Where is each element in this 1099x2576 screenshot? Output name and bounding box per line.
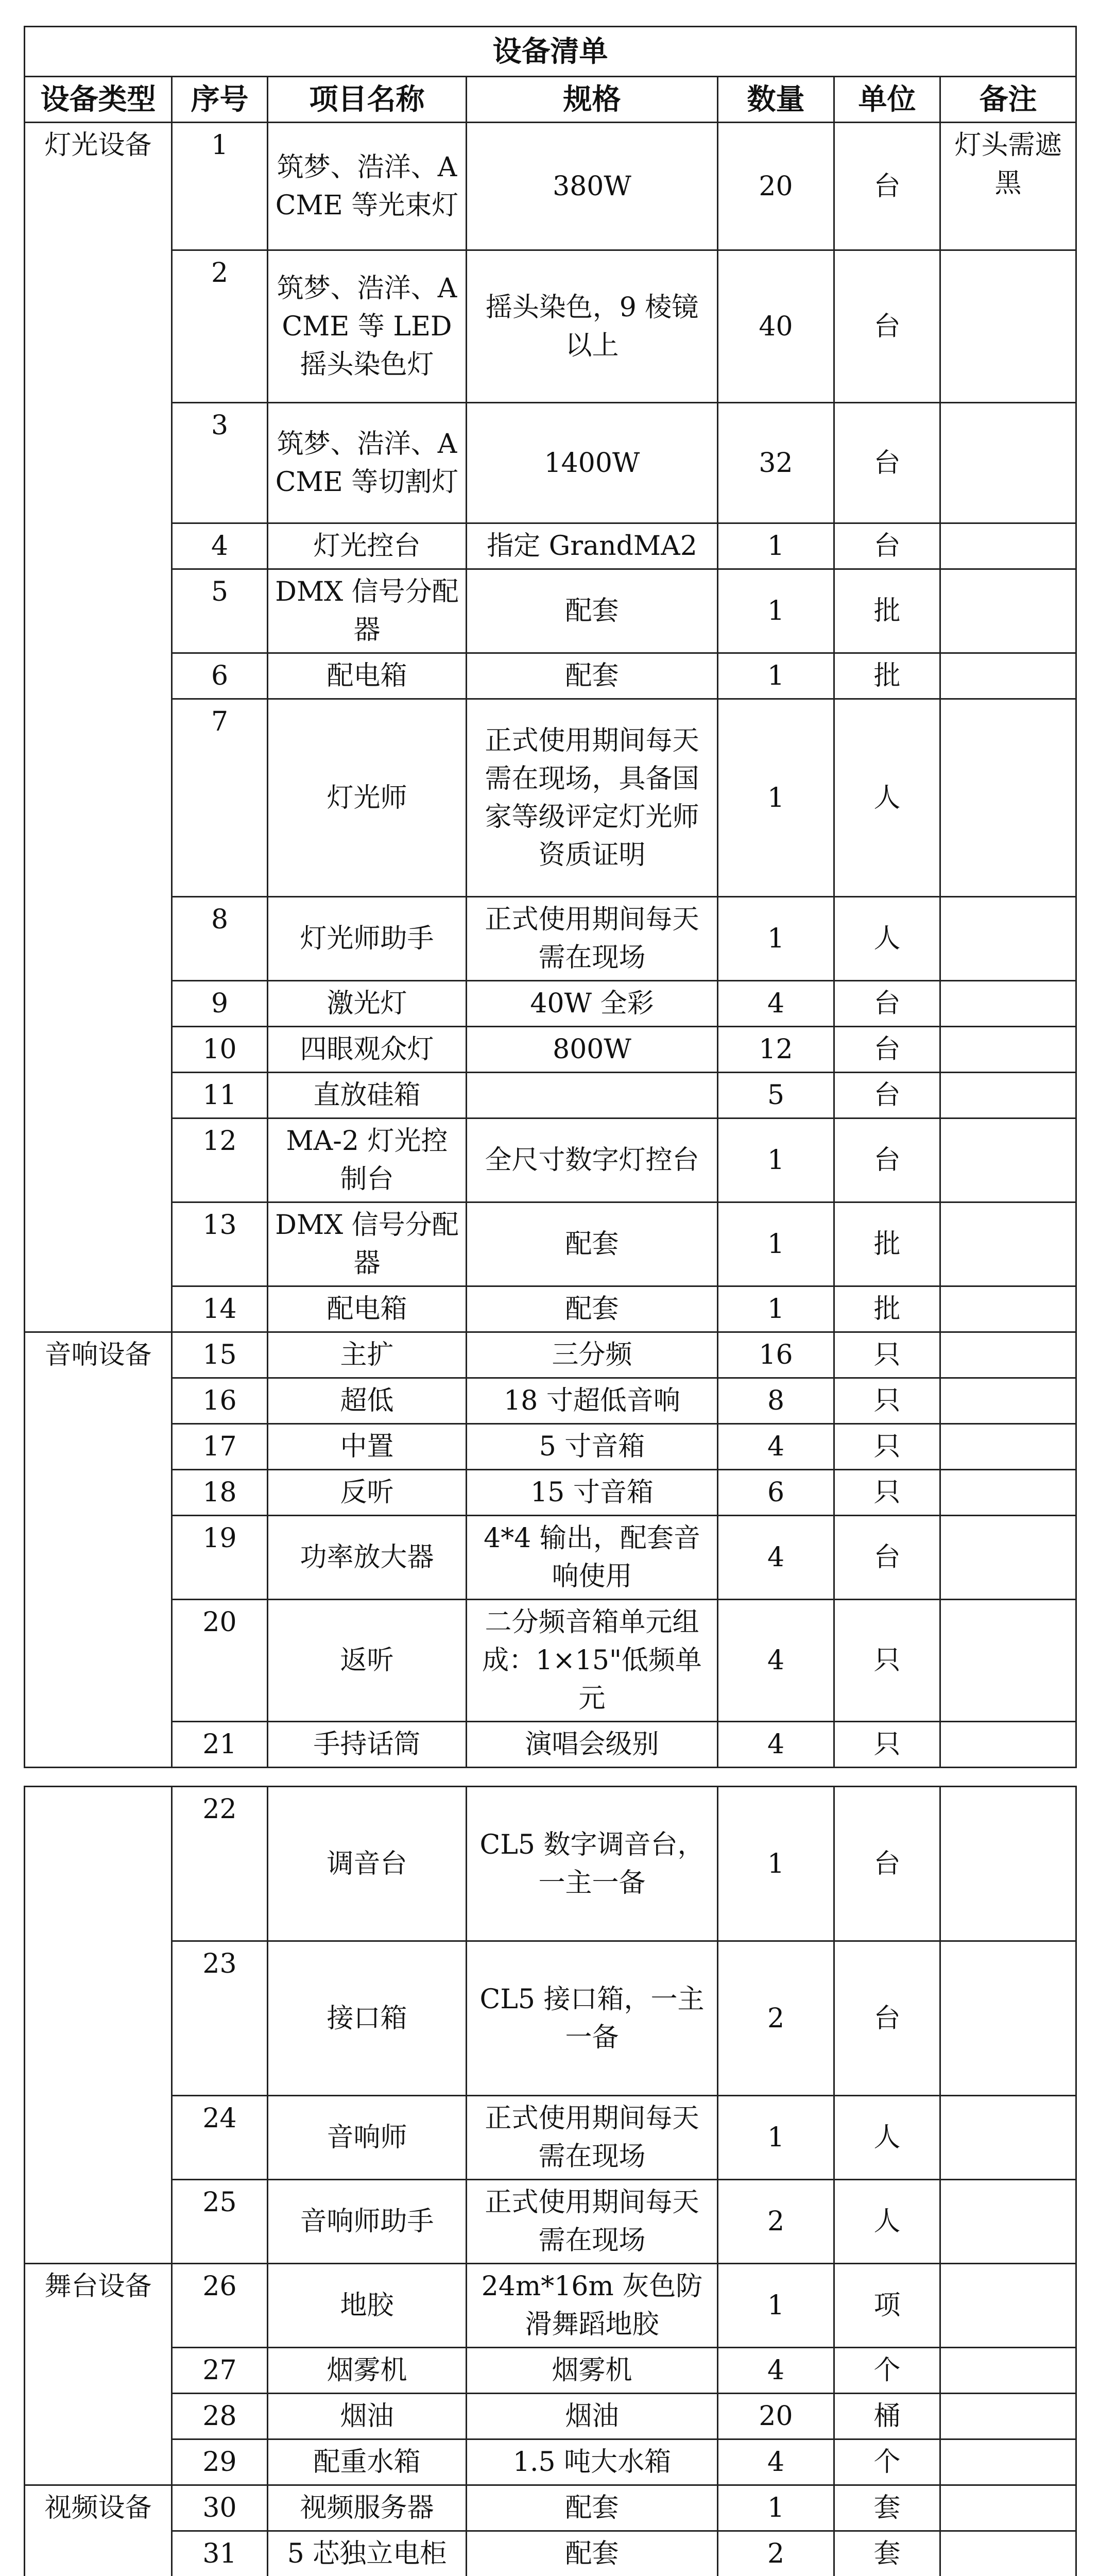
header-note: 备注 [940, 77, 1076, 123]
item-number-cell: 20 [172, 1600, 268, 1722]
spec-cell: 24m*16m 灰色防滑舞蹈地胶 [467, 2264, 718, 2348]
item-name-cell: 配电箱 [268, 1286, 467, 1332]
item-name-cell: 功率放大器 [268, 1516, 467, 1600]
spec-cell: 指定 GrandMA2 [467, 523, 718, 569]
item-name-cell: 配重水箱 [268, 2439, 467, 2485]
note-cell [940, 2096, 1076, 2180]
equipment-table-part1 [24, 26, 1077, 1768]
spec-cell: 烟油 [467, 2394, 718, 2439]
note-cell [940, 1424, 1076, 1470]
quantity-cell: 40 [718, 250, 834, 403]
note-cell [940, 1332, 1076, 1378]
unit-cell: 只 [834, 1424, 940, 1470]
item-name-cell: 视频服务器 [268, 2485, 467, 2531]
item-number-cell: 30 [172, 2485, 268, 2531]
item-name-cell: 反听 [268, 1470, 467, 1516]
note-cell [940, 1202, 1076, 1286]
unit-cell: 项 [834, 2264, 940, 2348]
note-cell [940, 653, 1076, 699]
item-number-cell: 18 [172, 1470, 268, 1516]
table-row [25, 403, 1076, 523]
item-number-cell: 8 [172, 897, 268, 981]
header-spec: 规格 [467, 77, 718, 123]
item-number-cell: 5 [172, 569, 268, 653]
note-cell [940, 2439, 1076, 2485]
quantity-cell: 1 [718, 569, 834, 653]
item-number-cell: 29 [172, 2439, 268, 2485]
header-quantity: 数量 [718, 77, 834, 123]
unit-cell: 桶 [834, 2394, 940, 2439]
equipment-table-part2 [24, 1786, 1077, 2576]
quantity-cell: 4 [718, 1424, 834, 1470]
item-number-cell: 3 [172, 403, 268, 523]
header-row [25, 77, 1076, 123]
item-number-cell: 26 [172, 2264, 268, 2348]
item-name-cell: 灯光师助手 [268, 897, 467, 981]
spec-cell: CL5 接口箱，一主一备 [467, 1941, 718, 2096]
unit-cell: 批 [834, 1202, 940, 1286]
header-number: 序号 [172, 77, 268, 123]
quantity-cell: 8 [718, 1378, 834, 1424]
note-cell [940, 1073, 1076, 1118]
table-row [25, 1202, 1076, 1286]
unit-cell: 人 [834, 699, 940, 897]
spec-cell: 380W [467, 123, 718, 250]
category-cell: 舞台设备 [25, 2264, 172, 2485]
unit-cell: 台 [834, 1941, 940, 2096]
unit-cell: 台 [834, 1787, 940, 1941]
item-name-cell: 烟油 [268, 2394, 467, 2439]
quantity-cell: 2 [718, 2531, 834, 2576]
table-row [25, 897, 1076, 981]
unit-cell: 台 [834, 403, 940, 523]
unit-cell: 人 [834, 2180, 940, 2264]
item-number-cell: 15 [172, 1332, 268, 1378]
note-cell [940, 1118, 1076, 1202]
unit-cell: 个 [834, 2348, 940, 2394]
spec-cell: 配套 [467, 2485, 718, 2531]
table-row [25, 2485, 1076, 2531]
note-cell [940, 523, 1076, 569]
item-number-cell: 10 [172, 1027, 268, 1073]
item-number-cell: 19 [172, 1516, 268, 1600]
note-cell [940, 1787, 1076, 1941]
item-number-cell: 25 [172, 2180, 268, 2264]
item-number-cell: 16 [172, 1378, 268, 1424]
table-row [25, 1722, 1076, 1768]
item-name-cell: 中置 [268, 1424, 467, 1470]
quantity-cell: 2 [718, 2180, 834, 2264]
quantity-cell: 4 [718, 2348, 834, 2394]
quantity-cell: 16 [718, 1332, 834, 1378]
spec-cell: 三分频 [467, 1332, 718, 1378]
unit-cell: 台 [834, 1027, 940, 1073]
note-cell [940, 1516, 1076, 1600]
note-cell [940, 1378, 1076, 1424]
table-row [25, 653, 1076, 699]
table-row [25, 2180, 1076, 2264]
table-title: 设备清单 [25, 27, 1076, 77]
item-name-cell: 5 芯独立电柜 [268, 2531, 467, 2576]
quantity-cell: 1 [718, 1787, 834, 1941]
unit-cell: 套 [834, 2485, 940, 2531]
note-cell [940, 569, 1076, 653]
item-name-cell: 手持话筒 [268, 1722, 467, 1768]
item-number-cell: 1 [172, 123, 268, 250]
item-number-cell: 27 [172, 2348, 268, 2394]
quantity-cell: 1 [718, 2485, 834, 2531]
table-row [25, 2264, 1076, 2348]
spec-cell: 1400W [467, 403, 718, 523]
spec-cell: 配套 [467, 2531, 718, 2576]
note-cell: 灯头需遮黑 [940, 123, 1076, 250]
item-number-cell: 6 [172, 653, 268, 699]
quantity-cell: 2 [718, 1941, 834, 2096]
spec-cell: 15 寸音箱 [467, 1470, 718, 1516]
note-cell [940, 1722, 1076, 1768]
item-number-cell: 22 [172, 1787, 268, 1941]
table-row [25, 1332, 1076, 1378]
spec-cell: 正式使用期间每天需在现场 [467, 2180, 718, 2264]
unit-cell: 只 [834, 1722, 940, 1768]
table-row [25, 1516, 1076, 1600]
quantity-cell: 4 [718, 1516, 834, 1600]
quantity-cell: 1 [718, 2264, 834, 2348]
table-row [25, 1073, 1076, 1118]
unit-cell: 批 [834, 1286, 940, 1332]
note-cell [940, 981, 1076, 1027]
item-name-cell: MA-2 灯光控制台 [268, 1118, 467, 1202]
unit-cell: 人 [834, 2096, 940, 2180]
header-unit: 单位 [834, 77, 940, 123]
table-row [25, 1118, 1076, 1202]
table-row [25, 1470, 1076, 1516]
table-row [25, 1027, 1076, 1073]
spec-cell: 40W 全彩 [467, 981, 718, 1027]
quantity-cell: 1 [718, 2096, 834, 2180]
spec-cell: 二分频音箱单元组成：1×15"低频单元 [467, 1600, 718, 1722]
item-name-cell: 音响师 [268, 2096, 467, 2180]
unit-cell: 只 [834, 1600, 940, 1722]
quantity-cell: 4 [718, 1600, 834, 1722]
item-number-cell: 31 [172, 2531, 268, 2576]
item-number-cell: 2 [172, 250, 268, 403]
unit-cell: 台 [834, 250, 940, 403]
table-row [25, 981, 1076, 1027]
table-row [25, 1424, 1076, 1470]
quantity-cell: 5 [718, 1073, 834, 1118]
unit-cell: 台 [834, 123, 940, 250]
item-number-cell: 28 [172, 2394, 268, 2439]
note-cell [940, 2348, 1076, 2394]
quantity-cell: 1 [718, 897, 834, 981]
table-row [25, 1378, 1076, 1424]
spec-cell: 800W [467, 1027, 718, 1073]
note-cell [940, 2180, 1076, 2264]
spec-cell: 配套 [467, 569, 718, 653]
unit-cell: 套 [834, 2531, 940, 2576]
note-cell [940, 1027, 1076, 1073]
item-number-cell: 7 [172, 699, 268, 897]
category-cell: 视频设备 [25, 2485, 172, 2576]
table-row [25, 2439, 1076, 2485]
item-name-cell: 四眼观众灯 [268, 1027, 467, 1073]
unit-cell: 台 [834, 1073, 940, 1118]
item-name-cell: 筑梦、浩洋、ACME 等光束灯 [268, 123, 467, 250]
item-name-cell: 筑梦、浩洋、ACME 等切割灯 [268, 403, 467, 523]
spec-cell: 演唱会级别 [467, 1722, 718, 1768]
item-name-cell: 接口箱 [268, 1941, 467, 2096]
spec-cell: 烟雾机 [467, 2348, 718, 2394]
item-name-cell: 配电箱 [268, 653, 467, 699]
note-cell [940, 1600, 1076, 1722]
note-cell [940, 2394, 1076, 2439]
table-row [25, 569, 1076, 653]
item-number-cell: 21 [172, 1722, 268, 1768]
table-row [25, 2394, 1076, 2439]
unit-cell: 批 [834, 569, 940, 653]
quantity-cell: 6 [718, 1470, 834, 1516]
table-row [25, 250, 1076, 403]
spec-cell: 全尺寸数字灯控台 [467, 1118, 718, 1202]
item-name-cell: 返听 [268, 1600, 467, 1722]
item-number-cell: 12 [172, 1118, 268, 1202]
spec-cell: 配套 [467, 1286, 718, 1332]
quantity-cell: 4 [718, 2439, 834, 2485]
spec-cell: 摇头染色，9 棱镜以上 [467, 250, 718, 403]
item-name-cell: 主扩 [268, 1332, 467, 1378]
unit-cell: 批 [834, 653, 940, 699]
spec-cell: 5 寸音箱 [467, 1424, 718, 1470]
note-cell [940, 1286, 1076, 1332]
table-row [25, 2531, 1076, 2576]
table-row [25, 123, 1076, 250]
unit-cell: 个 [834, 2439, 940, 2485]
item-name-cell: 灯光控台 [268, 523, 467, 569]
item-name-cell: 烟雾机 [268, 2348, 467, 2394]
category-cell: 灯光设备 [25, 123, 172, 1332]
quantity-cell: 1 [718, 1118, 834, 1202]
table-row [25, 1286, 1076, 1332]
quantity-cell: 4 [718, 981, 834, 1027]
spec-cell: CL5 数字调音台，一主一备 [467, 1787, 718, 1941]
note-cell [940, 2264, 1076, 2348]
quantity-cell: 1 [718, 1286, 834, 1332]
unit-cell: 人 [834, 897, 940, 981]
item-number-cell: 4 [172, 523, 268, 569]
quantity-cell: 4 [718, 1722, 834, 1768]
note-cell [940, 1941, 1076, 2096]
quantity-cell: 1 [718, 699, 834, 897]
item-name-cell: 调音台 [268, 1787, 467, 1941]
quantity-cell: 12 [718, 1027, 834, 1073]
quantity-cell: 1 [718, 1202, 834, 1286]
table-row [25, 2096, 1076, 2180]
note-cell [940, 699, 1076, 897]
item-number-cell: 14 [172, 1286, 268, 1332]
spec-cell: 配套 [467, 653, 718, 699]
table-row [25, 699, 1076, 897]
quantity-cell: 1 [718, 523, 834, 569]
unit-cell: 只 [834, 1378, 940, 1424]
note-cell [940, 1470, 1076, 1516]
table-row [25, 2348, 1076, 2394]
item-number-cell: 23 [172, 1941, 268, 2096]
table-row [25, 1787, 1076, 1941]
spec-cell: 1.5 吨大水箱 [467, 2439, 718, 2485]
unit-cell: 台 [834, 1118, 940, 1202]
note-cell [940, 897, 1076, 981]
item-number-cell: 9 [172, 981, 268, 1027]
table-row [25, 1941, 1076, 2096]
table-row [25, 523, 1076, 569]
item-name-cell: DMX 信号分配器 [268, 569, 467, 653]
spec-cell: 18 寸超低音响 [467, 1378, 718, 1424]
quantity-cell: 20 [718, 123, 834, 250]
item-name-cell: 超低 [268, 1378, 467, 1424]
table-row [25, 1600, 1076, 1722]
quantity-cell: 32 [718, 403, 834, 523]
item-number-cell: 24 [172, 2096, 268, 2180]
spec-cell [467, 1073, 718, 1118]
item-name-cell: 灯光师 [268, 699, 467, 897]
item-number-cell: 13 [172, 1202, 268, 1286]
note-cell [940, 2485, 1076, 2531]
item-number-cell: 17 [172, 1424, 268, 1470]
quantity-cell: 20 [718, 2394, 834, 2439]
header-item-name: 项目名称 [268, 77, 467, 123]
note-cell [940, 403, 1076, 523]
category-cell [25, 1787, 172, 2264]
unit-cell: 只 [834, 1332, 940, 1378]
unit-cell: 台 [834, 523, 940, 569]
spec-cell: 正式使用期间每天需在现场 [467, 897, 718, 981]
header-category: 设备类型 [25, 77, 172, 123]
note-cell [940, 250, 1076, 403]
unit-cell: 台 [834, 1516, 940, 1600]
item-name-cell: 音响师助手 [268, 2180, 467, 2264]
item-name-cell: 筑梦、浩洋、ACME 等 LED 摇头染色灯 [268, 250, 467, 403]
item-name-cell: 直放硅箱 [268, 1073, 467, 1118]
item-number-cell: 11 [172, 1073, 268, 1118]
item-name-cell: DMX 信号分配器 [268, 1202, 467, 1286]
quantity-cell: 1 [718, 653, 834, 699]
spec-cell: 正式使用期间每天需在现场 [467, 2096, 718, 2180]
unit-cell: 台 [834, 981, 940, 1027]
item-name-cell: 地胶 [268, 2264, 467, 2348]
spec-cell: 正式使用期间每天需在现场，具备国家等级评定灯光师资质证明 [467, 699, 718, 897]
note-cell [940, 2531, 1076, 2576]
spec-cell: 4*4 输出，配套音响使用 [467, 1516, 718, 1600]
spec-cell: 配套 [467, 1202, 718, 1286]
item-name-cell: 激光灯 [268, 981, 467, 1027]
unit-cell: 只 [834, 1470, 940, 1516]
equipment-sheet [24, 26, 1075, 2576]
category-cell: 音响设备 [25, 1332, 172, 1768]
